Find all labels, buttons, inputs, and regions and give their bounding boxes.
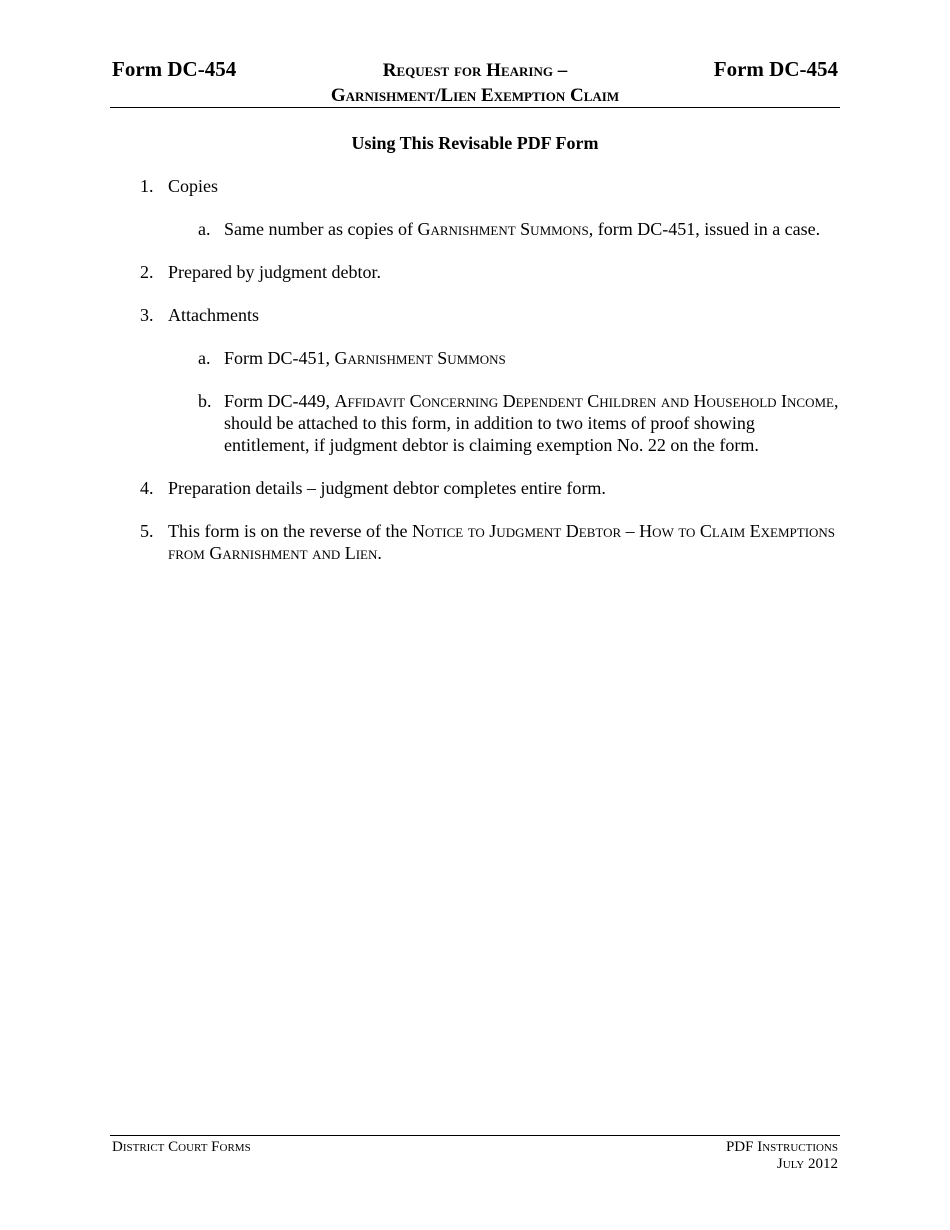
list-item: [110, 261, 840, 283]
item-text: Form DC-451,: [224, 348, 335, 368]
page-footer: [110, 1135, 840, 1172]
item-text: This form is on the reverse of the: [168, 521, 412, 541]
form-title-reference: Garnishment Summons: [417, 219, 589, 239]
form-title-reference: Notice to Judgment Debtor – How to Claim Exemptions from Garnishment and Lien: [168, 521, 836, 563]
form-number-left: Form DC-454: [112, 57, 237, 81]
item-letter: a.: [198, 219, 211, 239]
item-text: .: [377, 543, 382, 563]
sub-list-item: [168, 218, 840, 240]
list-item: [110, 304, 840, 456]
item-text: Form DC-449,: [224, 391, 335, 411]
list-item: [110, 175, 840, 240]
item-letter: b.: [198, 391, 212, 411]
form-title-reference: Garnishment Summons: [334, 348, 506, 368]
title-line-2: Garnishment/Lien Exemption Claim: [330, 85, 620, 106]
item-number: 4.: [140, 478, 154, 498]
footer-date: July 2012: [776, 1156, 838, 1172]
form-title-reference: Affidavit Concerning Dependent Children and Household Income: [334, 391, 834, 411]
footer-left-text: District Court Forms: [112, 1139, 251, 1155]
page-header: [110, 55, 840, 108]
item-text: Same number as copies of: [224, 219, 418, 239]
item-text: , should be attached to this form, in addition to two items of proof showing entitlement, if judgment debtor is claiming exemption No. 22 on the form.: [224, 391, 839, 455]
footer-right-text: [726, 1139, 838, 1173]
section-subtitle: Using This Revisable PDF Form: [351, 133, 599, 153]
item-number: 5.: [140, 521, 154, 541]
item-text: Attachments: [168, 305, 259, 325]
item-number: 3.: [140, 305, 154, 325]
item-text: Preparation details – judgment debtor completes entire form.: [168, 478, 606, 498]
document-title: [250, 58, 700, 108]
instructions-body: [110, 132, 840, 585]
item-number: 2.: [140, 262, 154, 282]
sub-list-item: [168, 347, 840, 369]
item-letter: a.: [198, 348, 211, 368]
list-item: [110, 520, 840, 564]
sub-list: [168, 347, 840, 456]
item-number: 1.: [140, 176, 154, 196]
item-text: Prepared by judgment debtor.: [168, 262, 381, 282]
list-item: [110, 477, 840, 499]
sub-list: [168, 218, 840, 240]
item-text: , form DC-451, issued in a case.: [588, 219, 821, 239]
sub-list-item: [168, 390, 840, 456]
instruction-list: [110, 175, 840, 564]
item-text: Copies: [168, 176, 219, 196]
title-line-1: Request for Hearing –: [382, 60, 568, 81]
form-number-right: Form DC-454: [713, 57, 838, 81]
footer-instructions-label: PDF Instructions: [725, 1139, 838, 1155]
